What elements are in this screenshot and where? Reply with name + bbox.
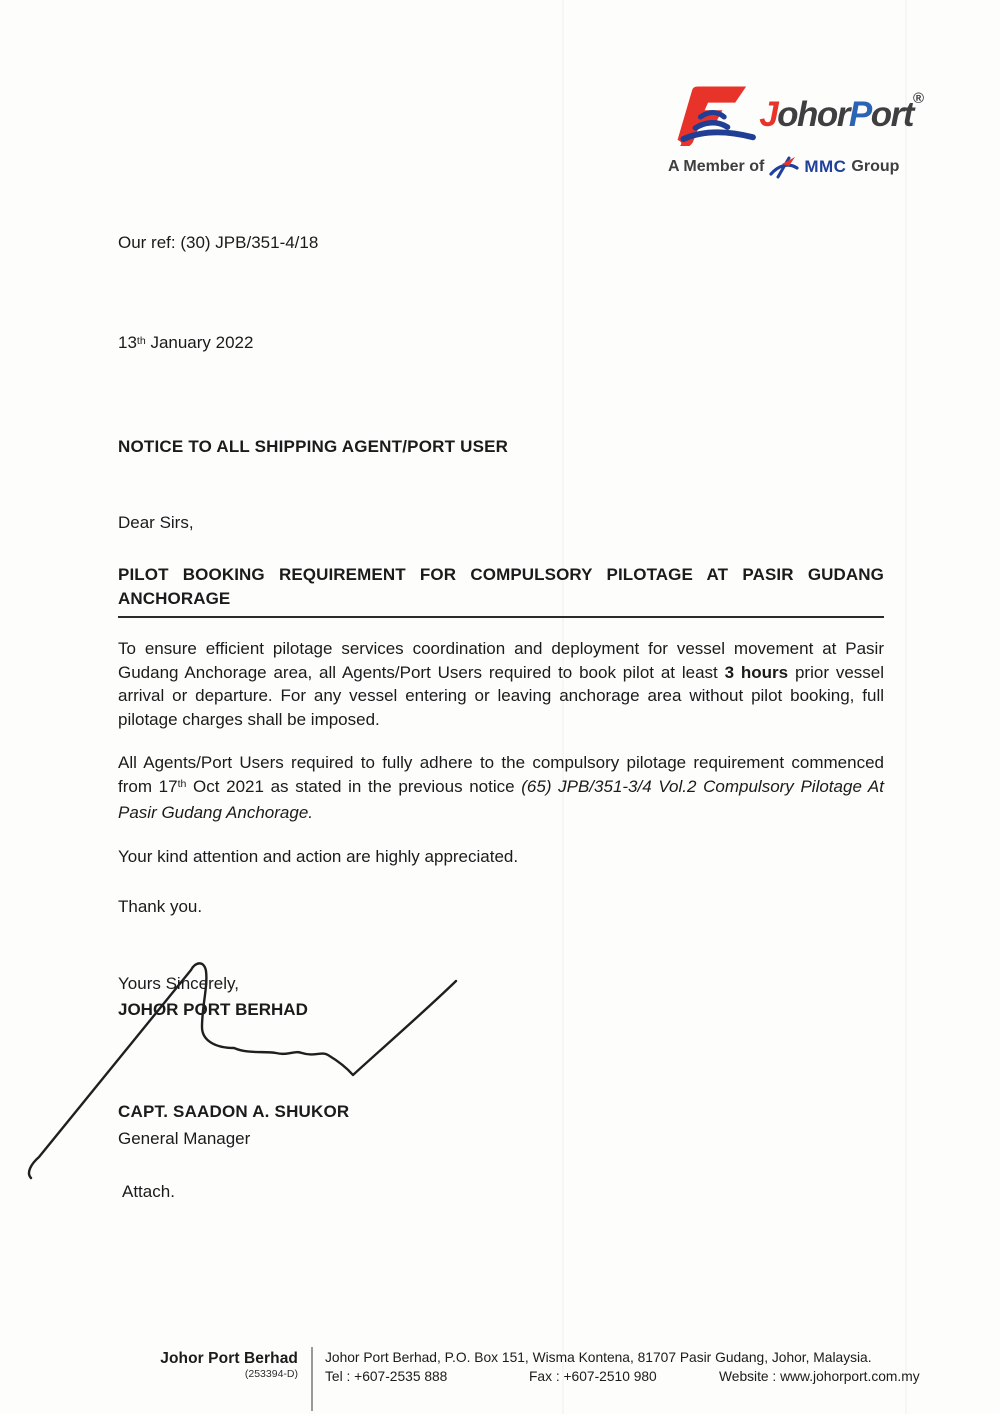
wordmark-ort: ort xyxy=(870,94,913,134)
attachment-note: Attach. xyxy=(122,1182,175,1201)
footer-company-reg: (253394-D) xyxy=(244,1368,298,1380)
member-suffix: Group xyxy=(851,158,900,176)
registered-trademark: ® xyxy=(912,89,924,107)
brand-logo xyxy=(664,82,924,179)
subject-heading: PILOT BOOKING REQUIREMENT FOR COMPULSORY PILOTAGE AT PASIR GUDANG ANCHORAGE xyxy=(118,563,884,618)
footer-address: Johor Port Berhad, P.O. Box 151, Wisma Kontena, 81707 Pasir Gudang, Johor, Malaysia. xyxy=(325,1350,872,1365)
footer-divider xyxy=(311,1347,313,1411)
brand-row xyxy=(664,82,924,146)
appreciation-line: Your kind attention and action are highly appreciated. xyxy=(118,847,519,866)
footer-website: Website : www.johorport.com.my xyxy=(719,1369,920,1384)
scan-artifact xyxy=(905,0,907,1414)
wordmark-j: J xyxy=(759,94,778,134)
footer-fax: Fax : +607-2510 980 xyxy=(529,1369,657,1384)
johorport-logomark-icon xyxy=(664,82,757,146)
notice-title: NOTICE TO ALL SHIPPING AGENT/PORT USER xyxy=(118,437,509,456)
paragraph-compulsory-pilotage: All Agents/Port Users required to fully adhere to the compulsory pilotage requirement commenced from 17th Oct 2021 as stated in the previous notice (65) JPB/351-3/4 Vol.2 Compulsory Pilotage At Pasir Gudang Anchorage. xyxy=(118,753,884,822)
date-line: 13th January 2022 xyxy=(118,333,254,352)
member-prefix: A Member of xyxy=(668,158,765,176)
footer-tel: Tel : +607-2535 888 xyxy=(325,1369,448,1384)
ref-line: Our ref: (30) JPB/351-4/18 xyxy=(118,233,319,252)
footer-company-block xyxy=(140,1350,298,1381)
thanks-line: Thank you. xyxy=(118,897,203,916)
member-line xyxy=(668,155,924,179)
brand-wordmark xyxy=(759,89,924,134)
mmc-brand: MMC xyxy=(804,157,847,177)
company-name: JOHOR PORT BERHAD xyxy=(118,1000,308,1019)
salutation: Dear Sirs, xyxy=(118,513,194,532)
wordmark-ohor: ohor xyxy=(777,94,849,134)
closing-line: Yours Sincerely, xyxy=(118,974,239,993)
signatory-title: General Manager xyxy=(118,1129,251,1148)
wordmark-p: P xyxy=(848,94,871,134)
paragraph-pilot-booking: To ensure efficient pilotage services coordination and deployment for vessel movement at Pasir Gudang Anchorage area, all Agents/Port Users required to book pilot at least 3 hours prior vessel arrival or departure. For any vessel entering or leaving anchorage area without pilot booking, full pilotage charges shall be imposed. xyxy=(118,639,885,729)
footer-contact-block xyxy=(325,1349,920,1386)
footer-contacts-row xyxy=(325,1368,920,1386)
signatory-name: CAPT. SAADON A. SHUKOR xyxy=(118,1102,350,1121)
footer-company-name: Johor Port Berhad xyxy=(160,1350,298,1367)
mmc-logo-icon xyxy=(769,155,799,179)
